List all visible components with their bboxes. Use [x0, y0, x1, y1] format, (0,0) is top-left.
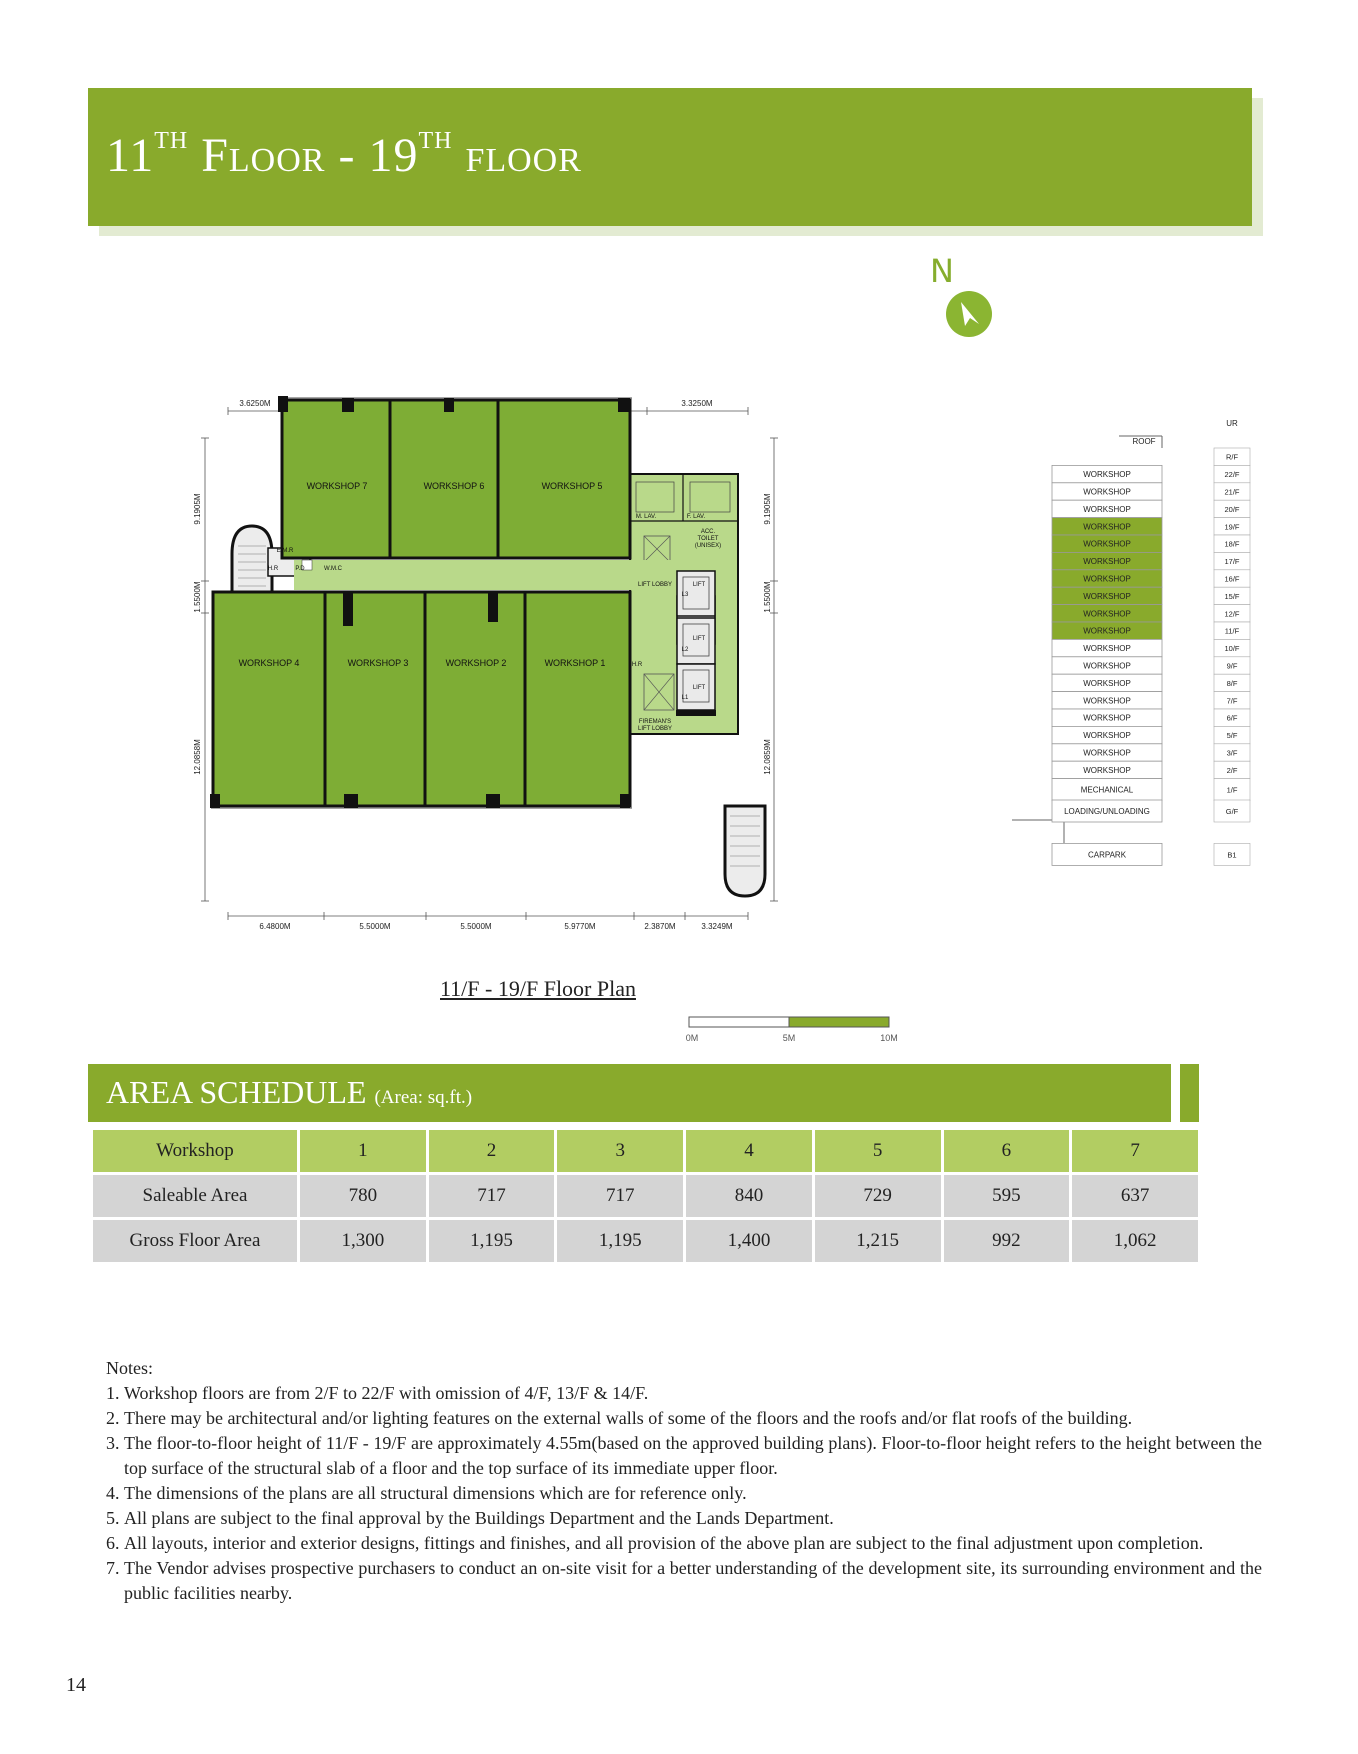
scale-label-0: 0M: [685, 1033, 699, 1043]
floor-stack-row-label: WORKSHOP: [1083, 504, 1131, 514]
dim-left-2: 1.5500M: [193, 581, 202, 613]
floor-stack-level-label: 19/F: [1224, 522, 1240, 532]
label-hr-2: H.R: [631, 662, 643, 668]
floor-stack-row-label: WORKSHOP: [1083, 626, 1131, 636]
floor-stack-level-label: B1: [1227, 850, 1237, 860]
table-cell: 1,195: [557, 1220, 683, 1262]
floor-stack-row-label: WORKSHOP: [1083, 696, 1131, 706]
floor-stack-row-label: LOADING/UNLOADING: [1064, 807, 1150, 816]
room-workshop-4: WORKSHOP 4: [238, 658, 300, 668]
floor-stack-level-label: G/F: [1225, 807, 1239, 816]
dim-bottom-1: 6.4800M: [259, 922, 291, 931]
floor-stack-row-label: WORKSHOP: [1083, 765, 1131, 775]
floor-stack-diagram: [1012, 419, 1252, 860]
table-cell: 992: [944, 1220, 1070, 1262]
label-pd: P.D: [295, 566, 305, 572]
label-lift-2: LIFT: [692, 636, 706, 642]
header-banner: [88, 88, 1252, 226]
table-cell: 1,062: [1072, 1220, 1198, 1262]
table-cell: Saleable Area: [93, 1175, 297, 1217]
table-cell: 5: [815, 1130, 941, 1172]
floor-stack-level-label: 16/F: [1224, 574, 1240, 584]
room-workshop-1: WORKSHOP 1: [544, 658, 606, 668]
note-item: 1. Workshop floors are from 2/F to 22/F with omission of 4/F, 13/F & 14/F.: [106, 1383, 649, 1403]
room-workshop-3: WORKSHOP 3: [347, 658, 409, 668]
floor-stack-row-label: CARPARK: [1087, 850, 1127, 860]
note-item: 4. The dimensions of the plans are all structural dimensions which are for reference only.: [106, 1483, 747, 1503]
table-cell: 780: [300, 1175, 426, 1217]
note-item: 5. All plans are subject to the final approval by the Buildings Department and the Lands Department.: [106, 1508, 834, 1528]
table-cell: 1,195: [429, 1220, 555, 1262]
area-schedule-table: [90, 1127, 1201, 1265]
table-cell: Workshop: [93, 1130, 297, 1172]
dim-left-1: 9.1905M: [193, 493, 202, 525]
dim-bottom-4: 5.9770M: [564, 922, 596, 931]
notes-title: Notes:: [106, 1358, 153, 1378]
scale-bar: [685, 1016, 908, 1046]
table-cell: 729: [815, 1175, 941, 1217]
plan-caption: 11/F - 19/F Floor Plan: [440, 976, 636, 1001]
table-cell: 3: [557, 1130, 683, 1172]
floor-stack-level-label: 2/F: [1226, 765, 1238, 775]
floor-stack-level-label: 20/F: [1224, 504, 1240, 514]
ur-label: UR: [1226, 419, 1238, 428]
note-item: 3. The floor-to-floor height of 11/F - 19/F are approximately 4.55m(based on the approved building plans). Floor-to-floor height refers to the height between the top surface of the structural slab of a floor and the top surface of its immediate upper floor.: [106, 1433, 1262, 1478]
dim-top-6: 3.3250M: [681, 399, 713, 408]
table-cell: 1,215: [815, 1220, 941, 1262]
floor-stack-row-label: WORKSHOP: [1083, 731, 1131, 741]
label-fireman-2: LIFT LOBBY: [638, 726, 672, 732]
roof-label: ROOF: [1132, 437, 1156, 446]
table-cell: 595: [944, 1175, 1070, 1217]
floor-stack-row-label: WORKSHOP: [1083, 748, 1131, 758]
floor-stack-row-label: WORKSHOP: [1083, 644, 1131, 654]
floor-stack-row-label: WORKSHOP: [1083, 678, 1131, 688]
note-item: 7. The Vendor advises prospective purchasers to conduct an on-site visit for a better understanding of the development site, its surrounding environment and the public facilities nearby.: [106, 1558, 1262, 1603]
page-title: 11TH Floor - 19TH floor: [106, 128, 582, 182]
table-cell: 1: [300, 1130, 426, 1172]
floor-stack-level-label: 18/F: [1224, 539, 1240, 549]
table-row: [93, 1220, 1198, 1262]
area-schedule-tab: [1180, 1064, 1199, 1122]
floor-stack-level-label: 15/F: [1224, 591, 1240, 601]
floor-stack-level-label: R/F: [1225, 452, 1239, 462]
label-wmc: W.M.C: [324, 566, 342, 572]
north-arrow-icon: [946, 291, 992, 337]
room-workshop-2: WORKSHOP 2: [445, 658, 507, 668]
floor-stack-row-label: WORKSHOP: [1083, 557, 1131, 567]
table-cell: 1,400: [686, 1220, 812, 1262]
notes: [106, 1356, 1262, 1606]
label-male-lav: M. LAV.: [635, 514, 657, 520]
floor-stack-level-label: 9/F: [1226, 661, 1238, 671]
dim-bottom-5: 2.3870M: [644, 922, 676, 931]
note-item: 6. All layouts, interior and exterior designs, fittings and finishes, and all provision of the above plan are subject to the final adjustment upon completion.: [106, 1533, 1204, 1553]
dim-bottom-2: 5.5000M: [359, 922, 391, 931]
floor-stack-level-label: 7/F: [1226, 696, 1238, 706]
floor-stack-level-label: 3/F: [1226, 748, 1238, 758]
floor-stack-row-label: WORKSHOP: [1083, 487, 1131, 497]
label-hr: H.R: [267, 566, 279, 572]
floor-stack-row-label: WORKSHOP: [1083, 539, 1131, 549]
label-acc-3: (UNISEX): [694, 543, 722, 549]
table-cell: 717: [429, 1175, 555, 1217]
table-cell: 2: [429, 1130, 555, 1172]
floor-stack-level-label: 1/F: [1226, 785, 1238, 795]
table-cell: 7: [1072, 1130, 1198, 1172]
label-fireman-1: FIREMAN'S: [638, 719, 672, 725]
room-workshop-5: WORKSHOP 5: [541, 481, 603, 491]
label-lift-3: LIFT: [692, 582, 706, 588]
table-row: [93, 1175, 1198, 1217]
table-cell: 637: [1072, 1175, 1198, 1217]
table-cell: 840: [686, 1175, 812, 1217]
label-lift-1: LIFT: [692, 685, 706, 691]
dim-right-1: 9.1905M: [763, 493, 772, 525]
floor-stack-level-label: 12/F: [1224, 609, 1240, 619]
floor-stack-row-label: WORKSHOP: [1083, 522, 1131, 532]
floor-stack-level-label: 10/F: [1224, 644, 1240, 654]
table-cell: 1,300: [300, 1220, 426, 1262]
floor-stack-row-label: WORKSHOP: [1083, 591, 1131, 601]
dim-right-3: 12.0859M: [763, 739, 772, 775]
floor-stack-row-label: WORKSHOP: [1083, 609, 1131, 619]
dim-top-1: 3.6250M: [239, 399, 271, 408]
table-cell: 717: [557, 1175, 683, 1217]
scale-label-10: 10M: [880, 1033, 898, 1043]
label-l1: L1: [681, 695, 689, 701]
label-emr: E.M.R: [276, 548, 294, 554]
room-workshop-7: WORKSHOP 7: [306, 481, 368, 491]
label-l3: L3: [681, 592, 689, 598]
table-header-row: [93, 1130, 1198, 1172]
area-schedule-title: AREA SCHEDULE (Area: sq.ft.): [106, 1074, 473, 1110]
note-item: 2. There may be architectural and/or lighting features on the external walls of some of the floors and the roofs and/or flat roofs of the building.: [106, 1408, 1133, 1428]
label-l2: L2: [681, 647, 689, 653]
floor-stack-row-label: WORKSHOP: [1083, 470, 1131, 480]
dim-bottom-3: 5.5000M: [460, 922, 492, 931]
label-female-lav: F. LAV.: [686, 514, 706, 520]
north-label: N: [930, 252, 954, 290]
floor-stack-row-label: WORKSHOP: [1083, 661, 1131, 671]
scale-label-5: 5M: [782, 1033, 796, 1043]
label-acc-1: ACC.: [700, 529, 716, 535]
table-cell: Gross Floor Area: [93, 1220, 297, 1262]
label-acc-2: TOILET: [697, 536, 719, 542]
area-schedule-banner: [88, 1064, 1171, 1122]
floor-stack-level-label: 8/F: [1226, 678, 1238, 688]
floor-stack-level-label: 6/F: [1226, 713, 1238, 723]
floor-stack-row-label: WORKSHOP: [1083, 713, 1131, 723]
page-number: 14: [66, 1674, 86, 1696]
room-workshop-6: WORKSHOP 6: [423, 481, 485, 491]
floor-plan: [190, 396, 840, 936]
floor-stack-row-label: MECHANICAL: [1080, 785, 1134, 795]
floor-stack-level-label: 21/F: [1224, 487, 1240, 497]
floor-stack-row-label: WORKSHOP: [1083, 574, 1131, 584]
floor-stack-level-label: 22/F: [1224, 470, 1240, 480]
dim-bottom-6: 3.3249M: [701, 922, 733, 931]
dim-right-2: 1.5500M: [763, 581, 772, 613]
floor-stack-level-label: 5/F: [1226, 731, 1238, 741]
floor-stack-level-label: 11/F: [1224, 626, 1240, 636]
floor-stack-level-label: 17/F: [1224, 557, 1240, 567]
table-cell: 4: [686, 1130, 812, 1172]
table-cell: 6: [944, 1130, 1070, 1172]
label-lift-lobby: LIFT LOBBY: [638, 582, 672, 588]
dim-left-3: 12.0858M: [193, 739, 202, 775]
